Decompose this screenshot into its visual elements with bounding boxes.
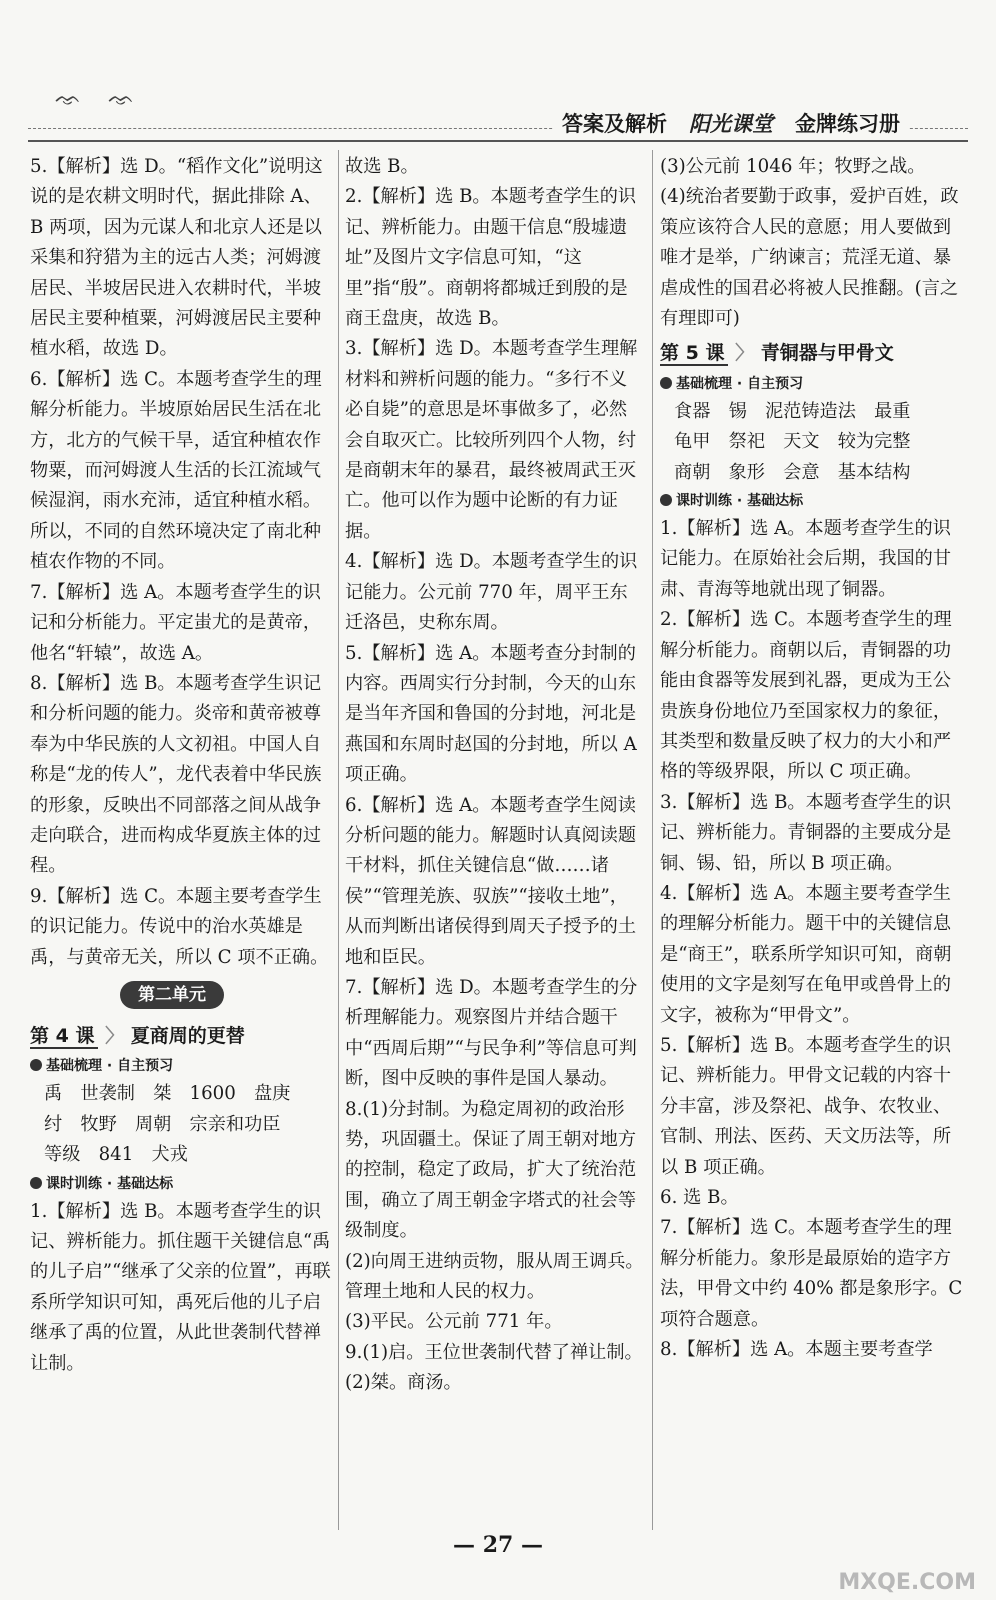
answer-item: 1.【解析】选 B。本题考查学生的识记、辨析能力。抓住题干关键信息“禹的儿子启”“继承了父亲的位置”，再联系所学知识可知，禹死后他的儿子启继承了禹的位置，从此世袭制代替禅让制。 xyxy=(30,1200,331,1374)
column-divider xyxy=(338,150,339,1530)
answer-item: 8.(1)分封制。为稳定周初的政治形势，巩固疆土。保证了周王朝对地方的控制，稳定了政局，扩大了统治范围，确立了周王朝金字塔式的社会等级制度。 xyxy=(345,1098,637,1242)
term-line: 禹 世袭制 桀 1600 盘庚 xyxy=(44,1083,291,1105)
column-3 xyxy=(660,152,965,1365)
page-number: — 27 — xyxy=(453,1532,543,1558)
watermark: MXQE.COM xyxy=(838,1570,976,1595)
answer-item: 6.【解析】选 A。本题考查学生阅读分析问题的能力。解题时认真阅读题干材料，抓住关键信息“做……诸侯”“管理羌族、驭族”“接收土地”，从而判断出诸侯得到周天子授予的土地和臣民。 xyxy=(345,794,637,968)
term-line: 等级 841 犬戎 xyxy=(44,1144,188,1166)
answer-item: 5.【解析】选 B。本题考查学生的识记、辨析能力。甲骨文记载的内容十分丰富，涉及祭祀、战争、农牧业、官制、刑法、医药、天文历法等，所以 B 项正确。 xyxy=(660,1034,952,1178)
lesson-4-heading xyxy=(30,1021,335,1051)
term-line: 纣 牧野 周朝 宗亲和功臣 xyxy=(44,1113,281,1135)
answer-item: 6.【解析】选 C。本题考查学生的理解分析能力。半坡原始居民生活在北方，北方的气候干旱，适宜种植农作物粟，而河姆渡人生活的长江流域气候湿润，雨水充沛，适宜种植水稻。所以，不同的自然环境决定了南北种植农作物的不同。 xyxy=(30,368,322,573)
answer-item: 9.【解析】选 C。本题主要考查学生的识记能力。传说中的治水英雄是禹，与黄帝无关，所以 C 项不正确。 xyxy=(30,885,329,968)
lesson-title: 夏商周的更替 xyxy=(130,1024,245,1047)
answer-item: 8.【解析】选 B。本题考查学生识记和分析问题的能力。炎帝和黄帝被尊奉为中华民族的人文初祖。中国人自称是“龙的传人”，龙代表着中华民族的形象，反映出不同部落之间从战争走向联合，进而构成华夏族主体的过程。 xyxy=(30,672,322,877)
answer-item: 9.(1)启。王位世袭制代替了禅让制。 xyxy=(345,1341,643,1363)
chevron-right-icon: 〉 xyxy=(105,1024,125,1047)
term-line: 龟甲 祭祀 天文 较为完整 xyxy=(674,431,911,453)
answer-item: 故选 B。 xyxy=(345,156,419,177)
answer-item: 7.【解析】选 D。本题考查学生的分析理解能力。观察图片并结合题干中“西周后期”“与民争利”等信息可判断，图中反映的事件是国人暴动。 xyxy=(345,976,638,1090)
answer-item: 8.【解析】选 A。本题主要考查学 xyxy=(660,1339,933,1361)
answer-item: 3.【解析】选 B。本题考查学生的识记、辨析能力。青铜器的主要成分是铜、锡、铅，所以 B 项正确。 xyxy=(660,791,952,874)
term-line: 食器 锡 泥范铸造法 最重 xyxy=(674,400,911,422)
header-text xyxy=(554,108,908,138)
lesson-number: 第 4 课 xyxy=(30,1025,98,1049)
page-header xyxy=(28,100,968,142)
lesson-title: 青铜器与甲骨文 xyxy=(760,342,894,365)
answer-item: 2.【解析】选 B。本题考查学生的识记、辨析能力。由题干信息“殷墟遗址”及图片文字信息可知，“这里”指“殷”。商朝将都城迁到殷的是商王盘庚，故选 B。 xyxy=(345,186,637,330)
answer-item: 6. 选 B。 xyxy=(660,1187,739,1208)
bullet-icon xyxy=(660,377,672,389)
chevron-right-icon: 〉 xyxy=(735,342,755,365)
lesson-5-heading xyxy=(660,338,965,368)
answer-item: (4)统治者要勤于政事，爱护百姓，政策应该符合人民的意愿；用人要做到唯才是举，广纳谏言；荒淫无道、暴虐成性的国君必将被人民推翻。(言之有理即可) xyxy=(660,186,959,330)
term-line: 商朝 象形 会意 基本结构 xyxy=(674,461,911,483)
answer-item: 5.【解析】选 A。本题考查分封制的内容。西周实行分封制，今天的山东是当年齐国和鲁国的分封地，河北是燕国和东周时赵国的分封地，所以 A 项正确。 xyxy=(345,642,637,786)
answer-item: 7.【解析】选 A。本题考查学生的识记和分析能力。平定蚩尤的是黄帝，他名“轩辕”，故选 A。 xyxy=(30,581,322,664)
answer-item: 2.【解析】选 C。本题考查学生的理解分析能力。商朝以后，青铜器的功能由食器等发展到礼器，更成为王公贵族身份地位乃至国家权力的象征，其类型和数量反映了权力的大小和严格的等级界限，所以 C 项正确。 xyxy=(660,609,952,783)
answer-item: (3)平民。公元前 771 年。 xyxy=(345,1311,563,1333)
answer-item: 1.【解析】选 A。本题考查学生的识记能力。在原始社会后期，我国的甘肃、青海等地就出现了铜器。 xyxy=(660,518,952,600)
answer-item: 7.【解析】选 C。本题考查学生的理解分析能力。象形是最原始的造字方法，甲骨文中约 40% 都是象形字。C 项符合题意。 xyxy=(660,1217,963,1330)
lesson-number: 第 5 课 xyxy=(660,342,728,366)
header-answers: 答案及解析 xyxy=(562,112,667,136)
answer-item: 4.【解析】选 A。本题主要考查学生的理解分析能力。题干中的关键信息是“商王”，联系所学知识可知，商朝使用的文字是刻写在龟甲或兽骨上的文字，被称为“甲骨文”。 xyxy=(660,882,952,1026)
section-heading: 课时训练 · 基础达标 xyxy=(660,488,965,514)
bullet-icon xyxy=(660,494,672,506)
unit-badge: 第二单元 xyxy=(120,981,224,1009)
column-2 xyxy=(345,152,645,1399)
answer-item: (3)公元前 1046 年；牧野之战。 xyxy=(660,156,926,177)
section-heading: 基础梳理 · 自主预习 xyxy=(660,371,965,397)
birds-decoration: ᨎ ᨎ xyxy=(55,86,145,111)
answer-item: 3.【解析】选 D。本题考查学生理解材料和辨析问题的能力。“多行不义必自毙”的意思是坏事做多了，必然会自取灭亡。比较所列四个人物，纣是商朝末年的暴君，最终被周武王灭亡。他可以作为题中论断的有力证据。 xyxy=(345,338,638,542)
column-1 xyxy=(30,152,335,1379)
section-heading: 课时训练 · 基础达标 xyxy=(30,1171,335,1197)
answer-item: (2)向周王进纳贡物，服从周王调兵。管理土地和人民的权力。 xyxy=(345,1250,644,1303)
column-divider xyxy=(652,150,653,1530)
header-book: 金牌练习册 xyxy=(795,112,900,136)
answer-item: 5.【解析】选 D。“稻作文化”说明这说的是农耕文明时代，据此排除 A、B 两项，因为元谋人和北京人还是以采集和狩猎为主的远古人类；河姆渡居民、半坡居民进入农耕时代，半坡居民主要种植粟，河姆渡居民主要种植水稻，故选 D。 xyxy=(30,156,323,360)
answer-item: 4.【解析】选 D。本题考查学生的识记能力。公元前 770 年，周平王东迁洛邑，史称东周。 xyxy=(345,551,638,634)
bullet-icon xyxy=(30,1177,42,1189)
section-heading: 基础梳理 · 自主预习 xyxy=(30,1053,335,1079)
bullet-icon xyxy=(30,1059,42,1071)
answer-item: (2)桀。商汤。 xyxy=(345,1372,462,1394)
header-brand: 阳光课堂 xyxy=(689,112,773,136)
